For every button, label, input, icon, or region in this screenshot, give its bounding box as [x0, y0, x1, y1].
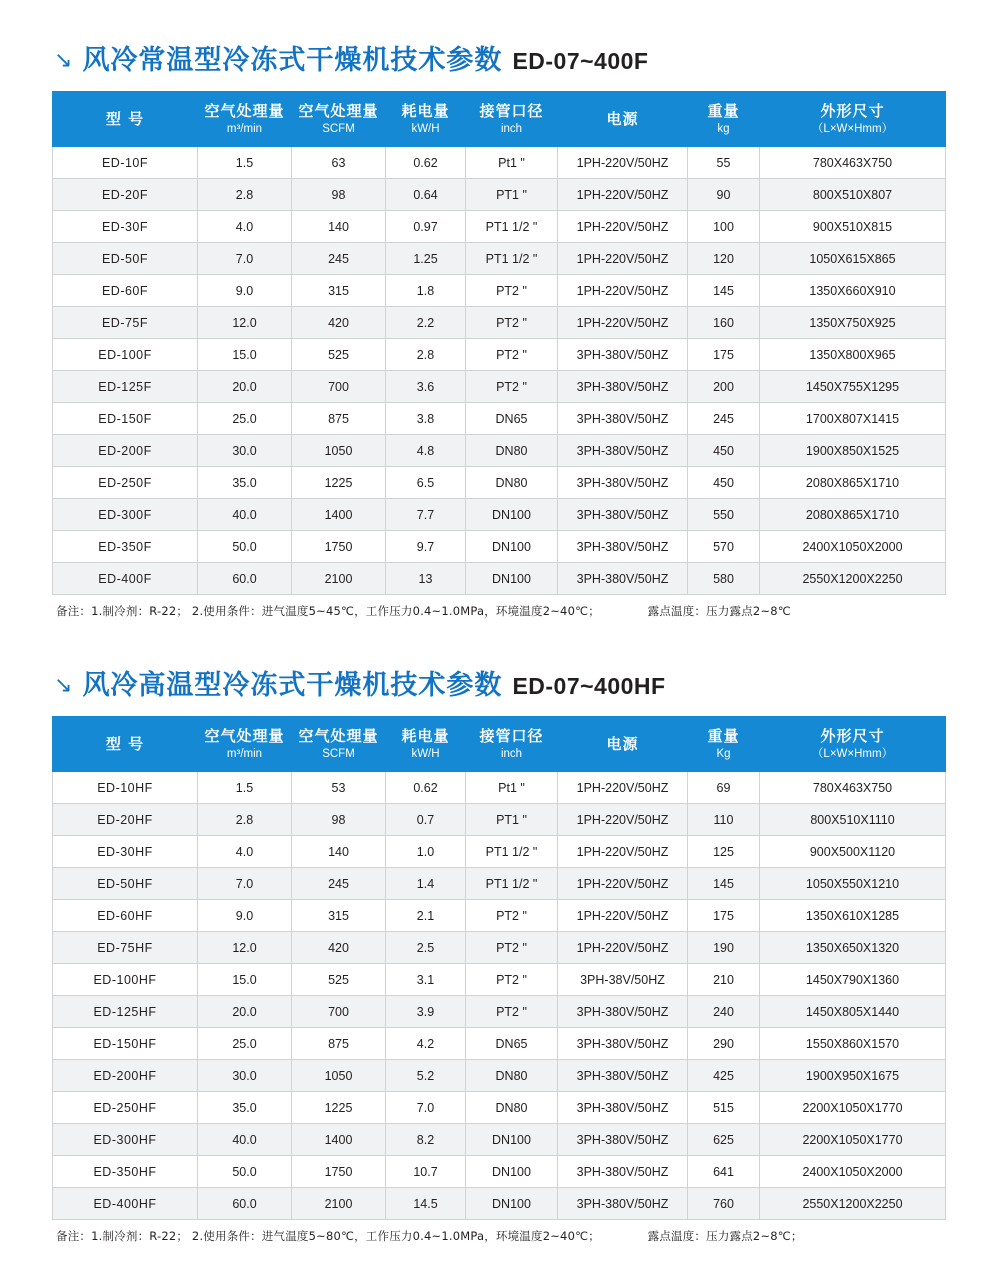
cell-weight: 55 [688, 147, 760, 179]
table-row [53, 804, 946, 836]
cell-power-supply: 1PH-220V/50HZ [558, 836, 688, 868]
cell-model: ED-50F [53, 243, 198, 275]
cell-weight: 145 [688, 275, 760, 307]
cell-airflow-cmm: 50.0 [198, 531, 292, 563]
table-row [53, 1028, 946, 1060]
cell-pipe-diameter: DN100 [466, 563, 558, 595]
cell-model: ED-250F [53, 467, 198, 499]
table-row [53, 499, 946, 531]
cell-model: ED-250HF [53, 1092, 198, 1124]
cell-dimensions: 1350X800X965 [760, 339, 946, 371]
cell-airflow-scfm: 315 [292, 275, 386, 307]
table-row [53, 964, 946, 996]
cell-airflow-scfm: 1750 [292, 1156, 386, 1188]
table-row [53, 1124, 946, 1156]
column-header-dimensions: 外形尺寸 （L×W×Hmm） [760, 92, 946, 147]
cell-airflow-cmm: 25.0 [198, 403, 292, 435]
cell-airflow-scfm: 1400 [292, 1124, 386, 1156]
cell-airflow-cmm: 1.5 [198, 147, 292, 179]
cell-dimensions: 780X463X750 [760, 147, 946, 179]
column-header-pipe-diameter: 接管口径 inch [466, 717, 558, 772]
column-header-power-supply: 电源 [558, 92, 688, 147]
cell-power-consumption: 4.8 [386, 435, 466, 467]
cell-airflow-scfm: 700 [292, 371, 386, 403]
section-ambient-type [52, 0, 945, 619]
cell-power-consumption: 0.62 [386, 147, 466, 179]
cell-pipe-diameter: PT1 1/2 " [466, 211, 558, 243]
cell-model: ED-300HF [53, 1124, 198, 1156]
cell-power-consumption: 3.9 [386, 996, 466, 1028]
cell-airflow-cmm: 40.0 [198, 499, 292, 531]
cell-power-consumption: 8.2 [386, 1124, 466, 1156]
cell-power-supply: 3PH-380V/50HZ [558, 1092, 688, 1124]
cell-power-consumption: 4.2 [386, 1028, 466, 1060]
cell-dimensions: 1450X805X1440 [760, 996, 946, 1028]
column-header-power-supply: 电源 [558, 717, 688, 772]
table-row [53, 1156, 946, 1188]
table-row [53, 996, 946, 1028]
arrow-icon: ↘ [54, 672, 73, 697]
cell-dimensions: 1700X807X1415 [760, 403, 946, 435]
cell-pipe-diameter: PT1 1/2 " [466, 243, 558, 275]
note-right-text: 露点温度：压力露点2~8℃； [647, 1229, 803, 1243]
cell-weight: 145 [688, 868, 760, 900]
cell-airflow-scfm: 1050 [292, 1060, 386, 1092]
cell-airflow-cmm: 40.0 [198, 1124, 292, 1156]
table-row [53, 275, 946, 307]
cell-pipe-diameter: PT2 " [466, 339, 558, 371]
cell-model: ED-350F [53, 531, 198, 563]
cell-dimensions: 800X510X1110 [760, 804, 946, 836]
table-row [53, 243, 946, 275]
cell-dimensions: 1350X610X1285 [760, 900, 946, 932]
cell-pipe-diameter: PT1 " [466, 179, 558, 211]
cell-weight: 110 [688, 804, 760, 836]
cell-airflow-cmm: 4.0 [198, 211, 292, 243]
cell-airflow-scfm: 1050 [292, 435, 386, 467]
table-row [53, 900, 946, 932]
cell-dimensions: 2200X1050X1770 [760, 1124, 946, 1156]
table-row [53, 211, 946, 243]
cell-airflow-scfm: 245 [292, 868, 386, 900]
cell-model: ED-200HF [53, 1060, 198, 1092]
cell-power-supply: 3PH-380V/50HZ [558, 435, 688, 467]
cell-airflow-cmm: 12.0 [198, 932, 292, 964]
cell-airflow-cmm: 7.0 [198, 243, 292, 275]
cell-pipe-diameter: Pt1 " [466, 772, 558, 804]
table-header-row [53, 92, 946, 147]
cell-airflow-scfm: 420 [292, 932, 386, 964]
cell-power-consumption: 3.8 [386, 403, 466, 435]
table-row [53, 1188, 946, 1220]
cell-power-consumption: 10.7 [386, 1156, 466, 1188]
cell-power-supply: 3PH-380V/50HZ [558, 531, 688, 563]
cell-pipe-diameter: PT2 " [466, 307, 558, 339]
section-title-row [52, 38, 945, 77]
cell-weight: 240 [688, 996, 760, 1028]
table-row [53, 772, 946, 804]
cell-airflow-cmm: 30.0 [198, 435, 292, 467]
cell-airflow-scfm: 2100 [292, 563, 386, 595]
cell-airflow-scfm: 1400 [292, 499, 386, 531]
cell-airflow-cmm: 4.0 [198, 836, 292, 868]
table-row [53, 1092, 946, 1124]
cell-weight: 641 [688, 1156, 760, 1188]
table-row [53, 1060, 946, 1092]
cell-weight: 625 [688, 1124, 760, 1156]
cell-model: ED-20F [53, 179, 198, 211]
cell-power-supply: 3PH-380V/50HZ [558, 1124, 688, 1156]
column-header-airflow-scfm: 空气处理量 SCFM [292, 92, 386, 147]
cell-power-consumption: 6.5 [386, 467, 466, 499]
table-row [53, 467, 946, 499]
table-row [53, 932, 946, 964]
cell-model: ED-300F [53, 499, 198, 531]
table-row [53, 147, 946, 179]
cell-power-consumption: 1.0 [386, 836, 466, 868]
cell-pipe-diameter: PT2 " [466, 996, 558, 1028]
cell-power-consumption: 14.5 [386, 1188, 466, 1220]
cell-power-consumption: 0.97 [386, 211, 466, 243]
cell-airflow-cmm: 15.0 [198, 964, 292, 996]
cell-weight: 290 [688, 1028, 760, 1060]
cell-airflow-scfm: 140 [292, 211, 386, 243]
cell-weight: 425 [688, 1060, 760, 1092]
cell-power-supply: 1PH-220V/50HZ [558, 243, 688, 275]
cell-power-supply: 3PH-380V/50HZ [558, 467, 688, 499]
cell-airflow-scfm: 420 [292, 307, 386, 339]
cell-airflow-cmm: 9.0 [198, 275, 292, 307]
page-title: 风冷常温型冷冻式干燥机技术参数 [82, 45, 503, 76]
cell-airflow-cmm: 35.0 [198, 1092, 292, 1124]
cell-airflow-cmm: 9.0 [198, 900, 292, 932]
column-header-airflow-cmm: 空气处理量 m³/min [198, 92, 292, 147]
table-body-ambient [53, 147, 946, 595]
cell-weight: 550 [688, 499, 760, 531]
cell-model: ED-150F [53, 403, 198, 435]
cell-power-supply: 1PH-220V/50HZ [558, 275, 688, 307]
cell-model: ED-125HF [53, 996, 198, 1028]
cell-airflow-scfm: 525 [292, 964, 386, 996]
column-header-weight: 重量 Kg [688, 717, 760, 772]
cell-power-supply: 3PH-380V/50HZ [558, 563, 688, 595]
cell-model: ED-100F [53, 339, 198, 371]
cell-power-consumption: 7.7 [386, 499, 466, 531]
cell-airflow-scfm: 1225 [292, 1092, 386, 1124]
column-header-weight: 重量 kg [688, 92, 760, 147]
cell-weight: 450 [688, 435, 760, 467]
model-range-label: ED-07~400F [512, 48, 649, 74]
cell-pipe-diameter: DN100 [466, 1188, 558, 1220]
cell-airflow-cmm: 30.0 [198, 1060, 292, 1092]
section-title-row [52, 663, 945, 702]
cell-pipe-diameter: DN100 [466, 1156, 558, 1188]
cell-pipe-diameter: DN80 [466, 1060, 558, 1092]
cell-model: ED-150HF [53, 1028, 198, 1060]
cell-dimensions: 1050X550X1210 [760, 868, 946, 900]
table-body-high-temp [53, 772, 946, 1220]
cell-power-consumption: 1.4 [386, 868, 466, 900]
table-row [53, 371, 946, 403]
cell-power-consumption: 2.8 [386, 339, 466, 371]
cell-model: ED-20HF [53, 804, 198, 836]
model-range-label: ED-07~400HF [512, 673, 666, 699]
cell-model: ED-75HF [53, 932, 198, 964]
cell-power-supply: 3PH-380V/50HZ [558, 1028, 688, 1060]
cell-power-supply: 3PH-380V/50HZ [558, 339, 688, 371]
table-row [53, 531, 946, 563]
cell-weight: 175 [688, 339, 760, 371]
column-header-airflow-scfm: 空气处理量 SCFM [292, 717, 386, 772]
cell-power-consumption: 2.5 [386, 932, 466, 964]
cell-dimensions: 1350X750X925 [760, 307, 946, 339]
cell-pipe-diameter: DN100 [466, 531, 558, 563]
cell-airflow-cmm: 20.0 [198, 996, 292, 1028]
cell-airflow-cmm: 60.0 [198, 1188, 292, 1220]
cell-pipe-diameter: PT1 " [466, 804, 558, 836]
section-high-temp-type [52, 619, 945, 1244]
cell-dimensions: 2080X865X1710 [760, 499, 946, 531]
cell-dimensions: 1050X615X865 [760, 243, 946, 275]
cell-model: ED-50HF [53, 868, 198, 900]
cell-model: ED-30HF [53, 836, 198, 868]
cell-model: ED-60F [53, 275, 198, 307]
table-header-row [53, 717, 946, 772]
cell-weight: 190 [688, 932, 760, 964]
cell-dimensions: 900X500X1120 [760, 836, 946, 868]
table-row [53, 179, 946, 211]
cell-weight: 125 [688, 836, 760, 868]
cell-power-consumption: 13 [386, 563, 466, 595]
cell-airflow-cmm: 20.0 [198, 371, 292, 403]
cell-model: ED-10F [53, 147, 198, 179]
note-left-text: 备注：1.制冷剂：R-22； 2.使用条件：进气温度5~80℃，工作压力0.4~1.0MPa，环境温度2~40℃； [56, 1229, 600, 1243]
cell-model: ED-75F [53, 307, 198, 339]
cell-airflow-cmm: 15.0 [198, 339, 292, 371]
cell-weight: 450 [688, 467, 760, 499]
cell-pipe-diameter: PT2 " [466, 371, 558, 403]
page-title: 风冷高温型冷冻式干燥机技术参数 [82, 670, 503, 701]
cell-weight: 580 [688, 563, 760, 595]
cell-power-consumption: 0.7 [386, 804, 466, 836]
column-header-model: 型 号 [53, 92, 198, 147]
cell-dimensions: 2200X1050X1770 [760, 1092, 946, 1124]
cell-power-supply: 3PH-38V/50HZ [558, 964, 688, 996]
cell-airflow-cmm: 12.0 [198, 307, 292, 339]
cell-power-consumption: 5.2 [386, 1060, 466, 1092]
cell-model: ED-350HF [53, 1156, 198, 1188]
cell-model: ED-30F [53, 211, 198, 243]
cell-power-supply: 3PH-380V/50HZ [558, 499, 688, 531]
cell-airflow-cmm: 2.8 [198, 804, 292, 836]
cell-power-consumption: 3.1 [386, 964, 466, 996]
cell-weight: 120 [688, 243, 760, 275]
cell-dimensions: 800X510X807 [760, 179, 946, 211]
cell-dimensions: 2080X865X1710 [760, 467, 946, 499]
cell-power-consumption: 9.7 [386, 531, 466, 563]
cell-model: ED-100HF [53, 964, 198, 996]
table-row [53, 435, 946, 467]
note-right-text: 露点温度：压力露点2~8℃ [647, 604, 791, 618]
cell-airflow-scfm: 700 [292, 996, 386, 1028]
cell-power-supply: 3PH-380V/50HZ [558, 1156, 688, 1188]
table-row [53, 403, 946, 435]
cell-power-consumption: 2.2 [386, 307, 466, 339]
cell-power-supply: 1PH-220V/50HZ [558, 211, 688, 243]
cell-power-supply: 3PH-380V/50HZ [558, 1060, 688, 1092]
cell-power-consumption: 0.62 [386, 772, 466, 804]
cell-pipe-diameter: DN65 [466, 403, 558, 435]
cell-pipe-diameter: DN100 [466, 499, 558, 531]
cell-pipe-diameter: PT2 " [466, 932, 558, 964]
cell-airflow-scfm: 1750 [292, 531, 386, 563]
table-row [53, 339, 946, 371]
cell-weight: 515 [688, 1092, 760, 1124]
cell-power-supply: 1PH-220V/50HZ [558, 932, 688, 964]
cell-weight: 210 [688, 964, 760, 996]
cell-weight: 160 [688, 307, 760, 339]
cell-pipe-diameter: PT2 " [466, 275, 558, 307]
spec-table-ambient [52, 91, 946, 595]
cell-weight: 69 [688, 772, 760, 804]
cell-airflow-scfm: 63 [292, 147, 386, 179]
cell-airflow-scfm: 245 [292, 243, 386, 275]
cell-airflow-scfm: 98 [292, 179, 386, 211]
cell-dimensions: 2550X1200X2250 [760, 1188, 946, 1220]
cell-power-supply: 1PH-220V/50HZ [558, 772, 688, 804]
cell-power-supply: 3PH-380V/50HZ [558, 996, 688, 1028]
cell-power-supply: 1PH-220V/50HZ [558, 900, 688, 932]
cell-weight: 570 [688, 531, 760, 563]
table-row [53, 307, 946, 339]
cell-airflow-scfm: 53 [292, 772, 386, 804]
cell-power-supply: 1PH-220V/50HZ [558, 147, 688, 179]
cell-model: ED-10HF [53, 772, 198, 804]
table-note [52, 603, 945, 619]
cell-pipe-diameter: DN65 [466, 1028, 558, 1060]
cell-airflow-scfm: 140 [292, 836, 386, 868]
cell-weight: 245 [688, 403, 760, 435]
column-header-pipe-diameter: 接管口径 inch [466, 92, 558, 147]
cell-power-supply: 3PH-380V/50HZ [558, 1188, 688, 1220]
cell-model: ED-200F [53, 435, 198, 467]
cell-airflow-scfm: 875 [292, 403, 386, 435]
cell-pipe-diameter: PT1 1/2 " [466, 836, 558, 868]
spec-table-high-temp [52, 716, 946, 1220]
cell-power-supply: 3PH-380V/50HZ [558, 371, 688, 403]
cell-weight: 90 [688, 179, 760, 211]
cell-dimensions: 2550X1200X2250 [760, 563, 946, 595]
table-row [53, 563, 946, 595]
cell-weight: 175 [688, 900, 760, 932]
cell-airflow-cmm: 50.0 [198, 1156, 292, 1188]
column-header-airflow-cmm: 空气处理量 m³/min [198, 717, 292, 772]
cell-power-supply: 1PH-220V/50HZ [558, 307, 688, 339]
cell-power-supply: 3PH-380V/50HZ [558, 403, 688, 435]
column-header-model: 型 号 [53, 717, 198, 772]
cell-dimensions: 1550X860X1570 [760, 1028, 946, 1060]
arrow-icon: ↘ [54, 47, 73, 72]
cell-airflow-scfm: 875 [292, 1028, 386, 1060]
cell-dimensions: 900X510X815 [760, 211, 946, 243]
cell-weight: 760 [688, 1188, 760, 1220]
cell-airflow-cmm: 7.0 [198, 868, 292, 900]
cell-pipe-diameter: PT2 " [466, 964, 558, 996]
cell-pipe-diameter: DN80 [466, 1092, 558, 1124]
cell-model: ED-125F [53, 371, 198, 403]
cell-airflow-cmm: 60.0 [198, 563, 292, 595]
cell-airflow-cmm: 25.0 [198, 1028, 292, 1060]
cell-airflow-scfm: 1225 [292, 467, 386, 499]
cell-power-consumption: 2.1 [386, 900, 466, 932]
cell-power-consumption: 1.25 [386, 243, 466, 275]
cell-airflow-cmm: 2.8 [198, 179, 292, 211]
cell-dimensions: 2400X1050X2000 [760, 531, 946, 563]
cell-pipe-diameter: Pt1 " [466, 147, 558, 179]
cell-dimensions: 2400X1050X2000 [760, 1156, 946, 1188]
cell-power-supply: 1PH-220V/50HZ [558, 804, 688, 836]
cell-model: ED-400F [53, 563, 198, 595]
cell-power-consumption: 0.64 [386, 179, 466, 211]
table-row [53, 868, 946, 900]
cell-dimensions: 1450X790X1360 [760, 964, 946, 996]
cell-power-supply: 1PH-220V/50HZ [558, 868, 688, 900]
cell-pipe-diameter: DN80 [466, 467, 558, 499]
cell-model: ED-60HF [53, 900, 198, 932]
cell-pipe-diameter: PT1 1/2 " [466, 868, 558, 900]
cell-airflow-cmm: 1.5 [198, 772, 292, 804]
cell-dimensions: 780X463X750 [760, 772, 946, 804]
cell-airflow-cmm: 35.0 [198, 467, 292, 499]
column-header-dimensions: 外形尺寸 （L×W×Hmm） [760, 717, 946, 772]
table-row [53, 836, 946, 868]
cell-airflow-scfm: 525 [292, 339, 386, 371]
table-note [52, 1228, 945, 1244]
cell-airflow-scfm: 315 [292, 900, 386, 932]
cell-weight: 200 [688, 371, 760, 403]
cell-power-consumption: 7.0 [386, 1092, 466, 1124]
cell-power-supply: 1PH-220V/50HZ [558, 179, 688, 211]
cell-dimensions: 1900X850X1525 [760, 435, 946, 467]
cell-pipe-diameter: DN80 [466, 435, 558, 467]
cell-power-consumption: 3.6 [386, 371, 466, 403]
column-header-power-consumption: 耗电量 kW/H [386, 717, 466, 772]
cell-dimensions: 1450X755X1295 [760, 371, 946, 403]
cell-weight: 100 [688, 211, 760, 243]
cell-airflow-scfm: 2100 [292, 1188, 386, 1220]
cell-pipe-diameter: PT2 " [466, 900, 558, 932]
cell-dimensions: 1900X950X1675 [760, 1060, 946, 1092]
cell-dimensions: 1350X660X910 [760, 275, 946, 307]
cell-model: ED-400HF [53, 1188, 198, 1220]
cell-dimensions: 1350X650X1320 [760, 932, 946, 964]
column-header-power-consumption: 耗电量 kW/H [386, 92, 466, 147]
note-left-text: 备注：1.制冷剂：R-22； 2.使用条件：进气温度5~45℃，工作压力0.4~1.0MPa，环境温度2~40℃； [56, 604, 600, 618]
cell-power-consumption: 1.8 [386, 275, 466, 307]
cell-pipe-diameter: DN100 [466, 1124, 558, 1156]
cell-airflow-scfm: 98 [292, 804, 386, 836]
